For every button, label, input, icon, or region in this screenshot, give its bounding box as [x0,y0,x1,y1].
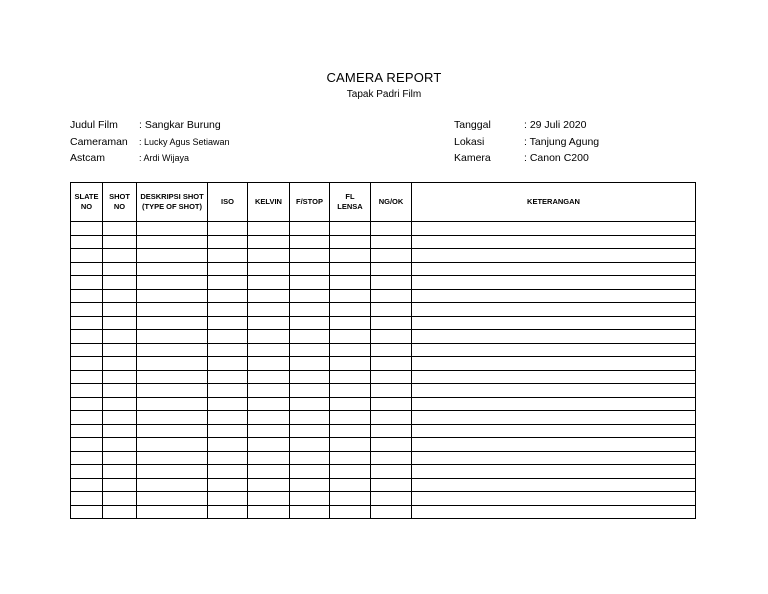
table-row [71,451,696,465]
info-value: : Ardi Wijaya [139,153,190,163]
info-label: Lokasi [454,135,485,148]
table-cell [371,235,412,249]
table-cell [71,235,103,249]
table-cell [71,262,103,276]
header-deskripsi-shot: DESKRIPSI SHOT (TYPE OF SHOT) [137,183,208,222]
right-info-block [454,117,599,167]
table-cell [248,276,290,290]
info-label: Judul Film [70,119,118,131]
table-cell [71,316,103,330]
table-cell [103,249,137,263]
table-cell [412,249,696,263]
table-cell [103,478,137,492]
table-cell [248,316,290,330]
table-cell [371,316,412,330]
table-cell [330,262,371,276]
table-cell [330,465,371,479]
table-cell [137,384,208,398]
header-fl-lensa: FL LENSA [330,183,371,222]
table-cell [103,289,137,303]
table-cell [412,235,696,249]
table-row [71,397,696,411]
table-cell [248,492,290,506]
table-cell [208,451,248,465]
table-cell [208,276,248,290]
table-cell [137,316,208,330]
table-cell [412,478,696,492]
table-cell [71,276,103,290]
table-cell [290,478,330,492]
table-cell [137,397,208,411]
table-cell [412,397,696,411]
table-cell [137,262,208,276]
table-cell [71,343,103,357]
table-cell [208,370,248,384]
table-row [71,222,696,236]
table-row [71,465,696,479]
table-cell [290,384,330,398]
info-value: : Tanjung Agung [524,135,600,148]
table-cell [103,316,137,330]
table-cell [330,438,371,452]
table-cell [103,465,137,479]
table-cell [71,289,103,303]
table-cell [290,289,330,303]
table-cell [248,411,290,425]
header-keterangan: KETERANGAN [412,183,696,222]
table-cell [330,505,371,519]
table-cell [330,343,371,357]
table-cell [290,249,330,263]
table-cell [208,235,248,249]
table-cell [330,316,371,330]
table-cell [290,492,330,506]
camera-report-table [70,182,696,519]
table-cell [330,289,371,303]
table-cell [371,343,412,357]
info-label: Cameraman [70,135,128,148]
table-cell [290,303,330,317]
table-cell [290,465,330,479]
table-cell [103,330,137,344]
table-cell [330,492,371,506]
table-cell [208,249,248,263]
table-cell [71,465,103,479]
table-cell [248,451,290,465]
table-cell [137,303,208,317]
table-cell [248,424,290,438]
table-cell [290,397,330,411]
info-label: Kamera [454,152,491,164]
table-cell [137,370,208,384]
table-cell [412,424,696,438]
table-cell [290,411,330,425]
table-row [71,492,696,506]
table-cell [248,303,290,317]
table-cell [371,303,412,317]
table-cell [71,451,103,465]
table-cell [290,343,330,357]
info-row-tanggal [454,117,599,134]
table-cell [71,303,103,317]
table-cell [290,451,330,465]
table-row [71,357,696,371]
info-value: : Lucky Agus Setiawan [139,136,230,147]
table-cell [137,276,208,290]
table-cell [208,357,248,371]
table-cell [290,370,330,384]
table-cell [412,411,696,425]
table-cell [208,478,248,492]
table-cell [137,222,208,236]
table-cell [137,478,208,492]
table-cell [103,424,137,438]
table-cell [412,370,696,384]
table-cell [208,330,248,344]
table-cell [137,330,208,344]
report-title: CAMERA REPORT [326,70,442,85]
table-cell [248,235,290,249]
table-row [71,289,696,303]
table-row [71,424,696,438]
table-cell [208,316,248,330]
table-cell [290,438,330,452]
header-ng-ok: NG/OK [371,183,412,222]
table-cell [137,505,208,519]
table-cell [371,465,412,479]
report-subtitle: Tapak Padri Film [346,89,422,100]
table-cell [248,438,290,452]
table-cell [330,451,371,465]
table-cell [248,330,290,344]
table-cell [371,222,412,236]
table-cell [208,424,248,438]
table-cell [208,492,248,506]
table-cell [103,451,137,465]
table-cell [330,397,371,411]
table-cell [330,249,371,263]
table-cell [290,424,330,438]
table-cell [137,343,208,357]
table-cell [103,262,137,276]
table-cell [371,478,412,492]
table-row [71,370,696,384]
table-cell [330,370,371,384]
table-cell [412,330,696,344]
table-cell [412,492,696,506]
table-row [71,303,696,317]
table-cell [71,357,103,371]
table-cell [103,276,137,290]
table-cell [371,276,412,290]
info-row-kamera [454,150,599,167]
table-cell [71,222,103,236]
table-cell [103,384,137,398]
table-cell [103,411,137,425]
table-cell [330,478,371,492]
table-cell [137,451,208,465]
table-cell [71,397,103,411]
table-cell [71,424,103,438]
table-cell [412,465,696,479]
table-cell [248,262,290,276]
table-cell [371,492,412,506]
table-row [71,262,696,276]
table-cell [248,505,290,519]
table-cell [248,370,290,384]
table-row [71,478,696,492]
table-cell [412,222,696,236]
table-cell [290,235,330,249]
table-cell [330,384,371,398]
table-cell [248,343,290,357]
table-cell [103,397,137,411]
info-label: Astcam [70,152,106,164]
table-cell [412,262,696,276]
header-f-stop: F/STOP [290,183,330,222]
table-cell [208,262,248,276]
left-info-block [70,117,230,167]
table-row [71,505,696,519]
info-value: : 29 Juli 2020 [524,119,587,131]
table-cell [371,357,412,371]
table-cell [330,235,371,249]
info-row-astcam [70,150,230,167]
table-cell [71,492,103,506]
table-cell [103,492,137,506]
table-cell [71,478,103,492]
table-cell [103,222,137,236]
table-cell [330,276,371,290]
table-cell [248,465,290,479]
table-cell [330,411,371,425]
table-row [71,343,696,357]
table-cell [71,384,103,398]
info-row-cameraman [70,134,230,151]
table-cell [290,330,330,344]
table-cell [71,370,103,384]
table-cell [412,289,696,303]
header-shot-no: SHOT NO [103,183,137,222]
table-cell [371,262,412,276]
table-cell [208,289,248,303]
table-cell [248,478,290,492]
table-cell [290,222,330,236]
table-cell [371,330,412,344]
table-row [71,438,696,452]
table-row [71,330,696,344]
table-cell [330,357,371,371]
table-row [71,316,696,330]
table-cell [71,505,103,519]
table-cell [290,262,330,276]
table-cell [290,316,330,330]
table-cell [103,303,137,317]
table-cell [330,303,371,317]
table-cell [371,438,412,452]
header-iso: ISO [208,183,248,222]
table-row [71,411,696,425]
info-value: : Canon C200 [524,152,589,164]
table-cell [103,343,137,357]
table-cell [137,424,208,438]
table-cell [248,384,290,398]
table-cell [71,411,103,425]
table-cell [137,438,208,452]
table-cell [103,357,137,371]
info-row-judul-film [70,117,230,134]
table-cell [103,505,137,519]
table-cell [137,411,208,425]
table-cell [412,438,696,452]
table-cell [208,411,248,425]
table-cell [208,505,248,519]
table-cell [412,357,696,371]
table-row [71,384,696,398]
table-cell [137,357,208,371]
info-value: : Sangkar Burung [139,119,221,131]
table-cell [290,276,330,290]
table-cell [330,330,371,344]
table-cell [330,222,371,236]
table-cell [137,235,208,249]
table-cell [371,397,412,411]
table-cell [290,505,330,519]
info-label: Tanggal [454,119,491,131]
table-cell [137,465,208,479]
table-cell [103,438,137,452]
header-slate-no: SLATE NO [71,183,103,222]
table-cell [371,411,412,425]
table-cell [71,438,103,452]
table-cell [412,505,696,519]
table-cell [137,492,208,506]
table-cell [371,370,412,384]
table-cell [371,249,412,263]
table-body [71,222,696,519]
table-cell [248,289,290,303]
table-cell [371,424,412,438]
table-cell [208,343,248,357]
table-cell [103,370,137,384]
table-cell [103,235,137,249]
table-cell [137,249,208,263]
table-cell [208,397,248,411]
table-row [71,276,696,290]
table-cell [248,222,290,236]
table-cell [412,451,696,465]
table-cell [412,384,696,398]
table-cell [371,289,412,303]
table-header-row [71,183,696,222]
table-cell [208,438,248,452]
table-cell [412,316,696,330]
table-cell [208,465,248,479]
table-row [71,249,696,263]
table-cell [371,451,412,465]
table-cell [412,276,696,290]
header-kelvin: KELVIN [248,183,290,222]
table-cell [330,424,371,438]
table-cell [371,384,412,398]
table-cell [412,343,696,357]
table-cell [208,384,248,398]
info-row-lokasi [454,134,599,151]
table-cell [71,249,103,263]
table-cell [71,330,103,344]
table-cell [248,397,290,411]
table-cell [248,357,290,371]
table-cell [412,303,696,317]
table-row [71,235,696,249]
table-cell [137,289,208,303]
table-cell [248,249,290,263]
table-cell [290,357,330,371]
table-cell [208,222,248,236]
table-cell [371,505,412,519]
table-cell [208,303,248,317]
